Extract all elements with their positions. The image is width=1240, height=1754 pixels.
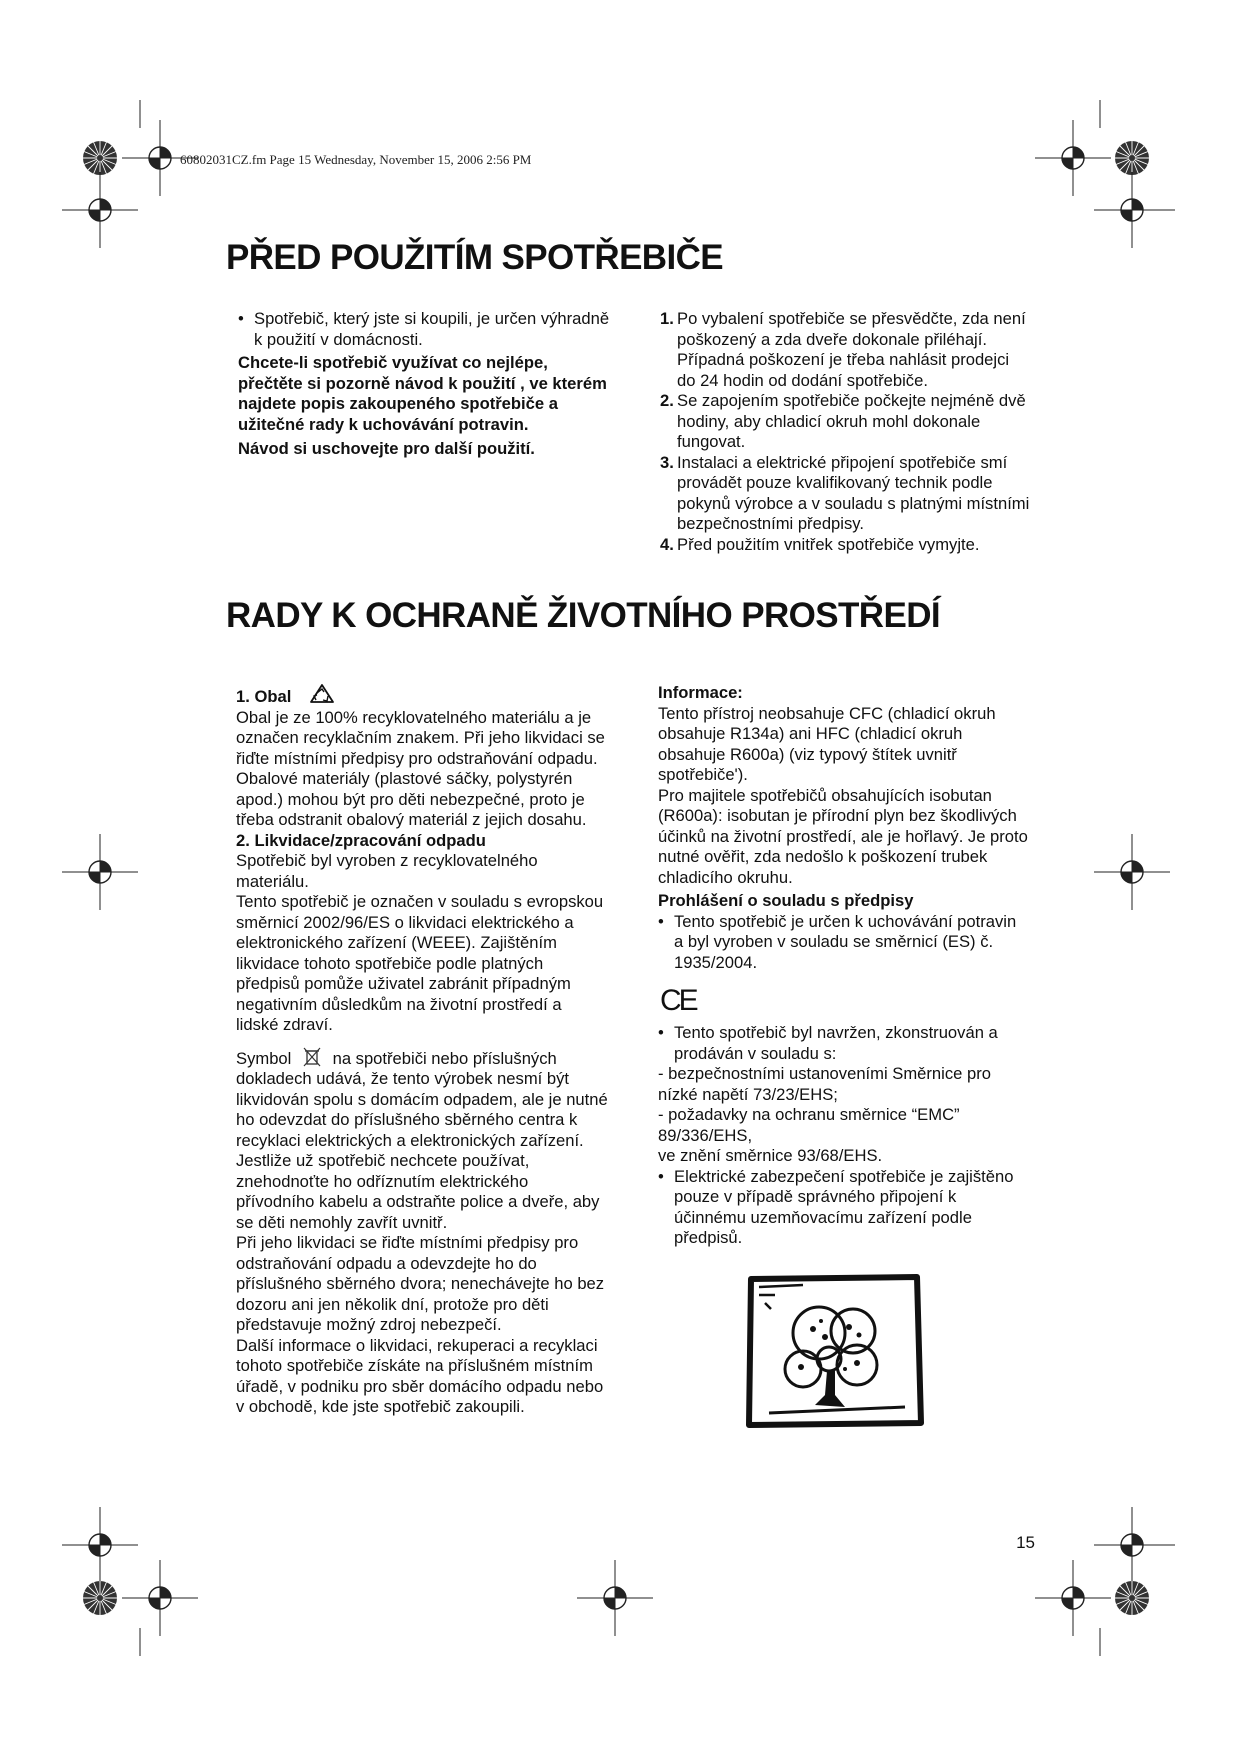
registration-cross-icon	[1094, 834, 1170, 910]
disposal-heading: 2. Likvidace/zpracování odpadu	[236, 830, 486, 850]
local-rules-paragraph: Při jeho likvidaci se řiďte místními předpisy pro odstraňování odpadu a odevzdejte ho do příslušného sběrného dvora; nenechávejte ho bez dozoru ani jen několik dní, protože pro děti představuje možný zdroj nebezpečí.	[236, 1233, 605, 1334]
weee-paragraph: Tento spotřebič je označen v souladu s evropskou směrnicí 2002/96/ES o likvidaci elektrického a elektronického zařízení (WEEE). Zajištěním likvidace tohoto spotřebiče podle platných předpisů pomůže uživatel zabránit případným negativním důsledkům na životní prostředí a lidské zdraví.	[236, 892, 604, 1034]
bullet-item: • Spotřebič, který jste si koupili, je určen výhradně k použití v domácnosti.	[238, 309, 610, 349]
section-title-environment: RADY K OCHRANĚ ŽIVOTNÍHO PROSTŘEDÍ	[226, 596, 941, 635]
registration-cross-icon	[122, 1560, 198, 1636]
section2-right-column	[658, 683, 1030, 1249]
declaration-line-2: - požadavky na ochranu směrnice “EMC” 89/336/EHS,	[658, 1105, 960, 1145]
declaration-heading: Prohlášení o souladu s předpisy	[658, 891, 914, 910]
decommission-paragraph: Jestliže už spotřebič nechcete používat, znehodnoťte ho odříznutím elektrického přívodního kabelu a odstraňte police a dveře, aby se děti nemohly zavřít uvnitř.	[236, 1151, 600, 1232]
declaration-bullet-1: • Tento spotřebič je určen k uchovávání potravin a byl vyroben v souladu se směrnicí (ES) č. 1935/2004.	[658, 911, 1017, 972]
crossed-bin-icon	[302, 1046, 322, 1068]
section1-right-column	[660, 309, 1030, 555]
declaration-line-3: ve znění směrnice 93/68/EHS.	[658, 1146, 883, 1165]
registration-cross-icon	[577, 1560, 653, 1636]
numbered-item-4: 4. Před použitím vnitřek spotřebiče vymyjte.	[660, 534, 980, 554]
declaration-line-1: - bezpečnostními ustanoveními Směrnice pro nízké napětí 73/23/EHS;	[658, 1064, 991, 1104]
section1-left-column	[238, 309, 610, 460]
ce-mark: CE	[660, 984, 696, 1017]
bold-intro-paragraph: Chcete-li spotřebič využívat co nejlépe, přečtěte si pozorně návod k použití , ve kterém najdete popis zakoupeného spotřebiče a užitečné rady k uchovávání potravin.	[238, 353, 607, 434]
registration-cross-icon	[62, 834, 138, 910]
registration-cross-icon	[62, 172, 138, 248]
symbol-paragraph: Symbol na spotřebiči nebo příslušných dokladech udává, že tento výrobek nesmí být likvidován spolu s domácím odpadem, ale je nutné ho odevzdat do příslušného sběrného centra k recyklaci elektrických a elektronických zařízení.	[236, 1046, 608, 1152]
registration-cross-icon	[62, 1507, 138, 1583]
info-paragraph-1: Tento přístroj neobsahuje CFC (chladicí okruh obsahuje R134a) ani HFC (chladicí okruh obsahuje R600a) (viz typový štítek uvnitř spotřebiče').	[658, 703, 996, 784]
page-number: 15	[1016, 1533, 1035, 1552]
star-target-icon	[83, 1581, 117, 1615]
packaging-paragraph: Obal je ze 100% recyklovatelného materiálu a je označen recyklačním znakem. Při jeho likvidaci se řiďte místními předpisy pro odstraňování odpadu. Obalové materiály (plastové sáčky, polystyrén apod.) mohou být pro děti nebezpečné, proto je třeba odstranit obalový materiál z jejich dosahu.	[236, 707, 605, 829]
environment-tree-logo	[745, 1273, 925, 1431]
info-paragraph-2: Pro majitele spotřebičů obsahujících isobutan (R600a): isobutan je přírodní plyn bez škodlivých účinků na životní prostředí, ale je hořlavý. Je proto nutné ověřit, zda nedošlo k poškození trubek chladicího okruhu.	[658, 785, 1028, 887]
section-title-before-use: PŘED POUŽITÍM SPOTŘEBIČE	[226, 238, 724, 277]
declaration-bullet-2: • Tento spotřebič byl navržen, zkonstruován a prodáván v souladu s:	[658, 1023, 998, 1063]
numbered-item-3: 3. Instalaci a elektrické připojení spotřebiče smí provádět pouze kvalifikovaný technik podle pokynů výrobce a v souladu s platnými místními bezpečnostními předpisy.	[660, 452, 1030, 533]
recyclable-paragraph: Spotřebič byl vyroben z recyklovatelného materiálu.	[236, 851, 538, 891]
numbered-item-1: 1. Po vybalení spotřebiče se přesvědčte, zda není poškozený a zda dveře dokonale přiléhají. Případná poškození je třeba nahlásit prodejci do 24 hodin od dodání spotřebiče.	[660, 309, 1026, 390]
registration-cross-icon	[1035, 1560, 1111, 1636]
packaging-heading: 1. Obal	[236, 683, 608, 708]
section2-left-column	[236, 683, 608, 1418]
numbered-item-2: 2. Se zapojením spotřebiče počkejte nejméně dvě hodiny, aby chladicí okruh mohl dokonale fungovat.	[660, 391, 1026, 451]
registration-cross-icon	[1094, 172, 1170, 248]
star-target-icon	[1115, 1581, 1149, 1615]
declaration-bullet-3: • Elektrické zabezpečení spotřebiče je zajištěno pouze v případě správného připojení k účinnému uzemňovacímu zařízení podle předpisů.	[658, 1166, 1014, 1247]
bold-keep-manual-paragraph: Návod si uschovejte pro další použití.	[238, 439, 535, 458]
registration-cross-icon	[1094, 1507, 1170, 1583]
star-target-icon	[1115, 141, 1149, 175]
recycle-icon	[308, 683, 336, 705]
star-target-icon	[83, 141, 117, 175]
further-info-paragraph: Další informace o likvidaci, rekuperaci a recyklaci tohoto spotřebiče získáte na příslušném místním úřadě, v podniku pro sběr domácího odpadu nebo v obchodě, kde jste spotřebič zakoupili.	[236, 1335, 604, 1416]
file-header-line: 60802031CZ.fm Page 15 Wednesday, November 15, 2006 2:56 PM	[180, 152, 532, 167]
registration-cross-icon	[1035, 120, 1111, 196]
info-heading: Informace:	[658, 683, 743, 702]
